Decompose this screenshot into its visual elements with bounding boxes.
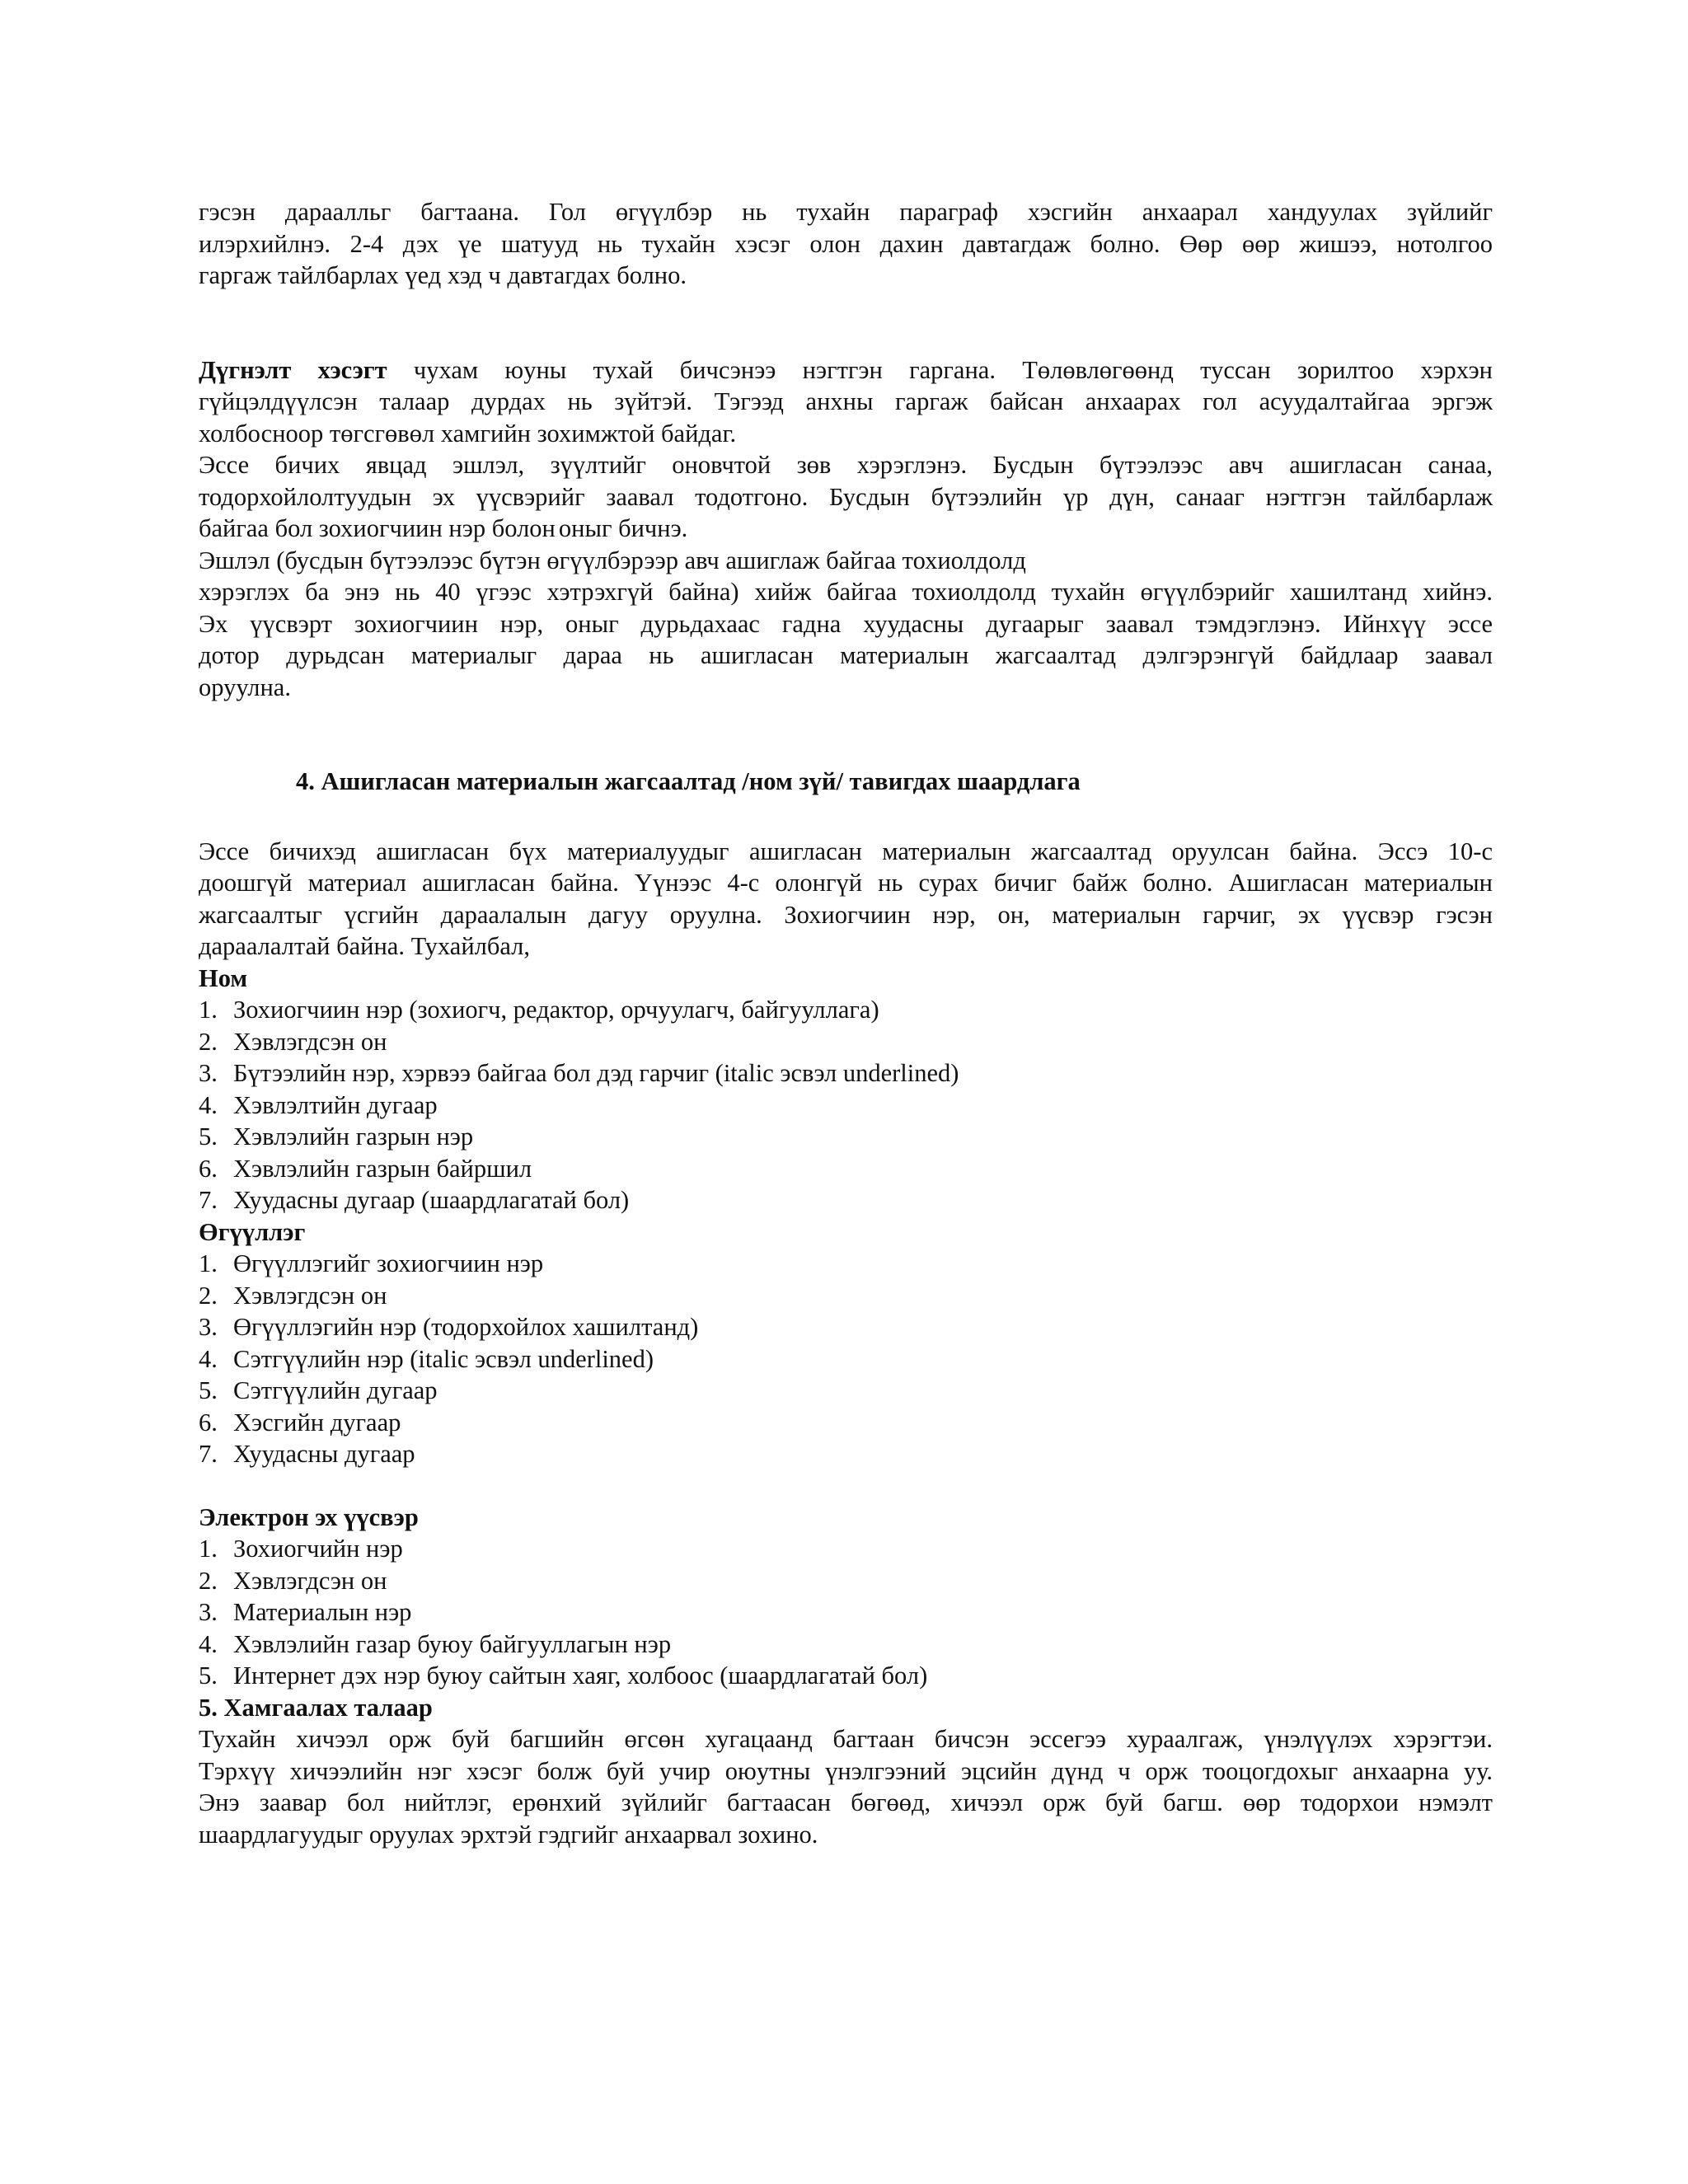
conclusion-line-9: хэрэглэх ба энэ нь 40 үгээс хэтрэхгүй байна) хийж байгаа тохиолдолд тухайн өгүүлбэрийг хашилтанд хийнэ.	[199, 578, 1493, 606]
list-item: 2. Хэвлэгдсэн он	[199, 1027, 387, 1056]
section-5-title: 5. Хамгаалах талаар	[199, 1693, 433, 1722]
conclusion-paragraph	[199, 354, 1493, 704]
section-5-paragraph	[199, 1723, 1493, 1850]
conclusion-line-2: гүйцэлдүүлсэн талаар дурдах нь зүйтэй. Тэгээд анхны гаргаж байсан анхаарах гол асуудалтайгаа эргэж	[199, 387, 1493, 415]
section-5-line-2: Тэрхүү хичээлийн нэг хэсэг болж буй учир оюутны үнэлгээний эцсийн дүнд ч орж тооцогдохыг анхаарна уу.	[199, 1756, 1493, 1785]
list-item: 3. Материалын нэр	[199, 1598, 412, 1626]
list-item: 4. Хэвлэлтийн дугаар	[199, 1090, 438, 1119]
book-list	[199, 994, 1493, 1216]
section-5-line-3: Энэ заавар бол нийтлэг, ерөнхий зүйлийг багтаасан бөгөөд, хичээл орж буй багш. өөр тодорхои нэмэлт	[199, 1788, 1493, 1816]
intro-line-2: илэрхийлнэ. 2-4 дэх үе шатууд нь тухайн хэсэг олон дахин давтагдаж болно. Өөр өөр жишээ, нотолгоо	[199, 229, 1493, 258]
conclusion-line-4: Эссе бичих явцад эшлэл, зүүлтийг оновчтой зөв хэрэглэнэ. Бусдын бүтээлээс авч ашигласан санаа,	[199, 451, 1493, 479]
electronic-heading: Электрон эх үүсвэр	[199, 1502, 419, 1531]
list-item: 5. Сэтгүүлийн дугаар	[199, 1376, 438, 1404]
conclusion-line-12: оруулна.	[199, 673, 291, 701]
conclusion-bold-label: Дүгнэлт хэсэгт	[199, 355, 387, 384]
list-item: 6. Хэвлэлийн газрын байршил	[199, 1154, 532, 1183]
list-item: 6. Хэсгийн дугаар	[199, 1408, 401, 1436]
conclusion-line-3: холбосноор төгсгөвөл хамгийн зохимжтой байдаг.	[199, 419, 737, 448]
conclusion-line-8: Эшлэл (бусдын бүтээлээс бүтэн өгүүлбэрээр авч ашиглаж байгаа тохиолдолд	[199, 546, 1026, 574]
conclusion-line-5: тодорхойлолтуудын эх үүсвэрийг заавал тодотгоно. Бусдын бүтээлийн үр дүн, санааг нэгтгэн тайлбарлаж	[199, 482, 1493, 511]
list-item: 1. Зохиогчийн нэр	[199, 1535, 403, 1563]
list-item: 1. Өгүүллэгийг зохиогчиин нэр	[199, 1249, 544, 1277]
intro-line-1: гэсэн дараалльг багтаана. Гол өгүүлбэр нь тухайн параграф хэсгийн анхаарал хандуулах зүйлийг	[199, 198, 1493, 226]
list-item: 3. Бүтээлийн нэр, хэрвээ байгаа бол дэд гарчиг (italic эсвэл underlined)	[199, 1059, 959, 1087]
conclusion-line-11: дотор дурьдсан материалыг дараа нь ашигласан материалын жагсаалтад дэлгэрэнгүй байдлаар заавал	[199, 641, 1493, 669]
document-page	[199, 196, 1493, 1850]
conclusion-line-6: байгаа бол зохиогчиин нэр болон	[199, 514, 556, 542]
intro-paragraph	[199, 196, 1493, 292]
list-item: 2. Хэвлэгдсэн он	[199, 1281, 387, 1310]
section-4-paragraph	[199, 836, 1493, 963]
intro-line-3: гаргаж тайлбарлах үед хэд ч давтагдах болно.	[199, 261, 687, 289]
electronic-list	[199, 1533, 1493, 1692]
conclusion-line-10: Эх үүсвэрт зохиогчиин нэр, оныг дурьдахаас гадна хуудасны дугаарыг заавал тэмдэглэнэ. Ийнхүү эссе	[199, 609, 1493, 638]
conclusion-line-1: Дүгнэлт хэсэгт чухам юуны тухай бичсэнээ нэгтгэн гаргана. Төлөвлөгөөнд туссан зорилтоо хэрхэн	[199, 355, 1493, 384]
list-item: 5. Хэвлэлийн газрын нэр	[199, 1122, 474, 1151]
section-5-line-4: шаардлагуудыг оруулах эрхтэй гэдгийг анхаарвал зохино.	[199, 1820, 818, 1849]
section-4-line-3: жагсаалтыг үсгийн дараалалын дагуу оруулна. Зохиогчиин нэр, он, материалын гарчиг, эх үүсвэр гэсэн	[199, 900, 1493, 929]
list-item: 4. Хэвлэлийн газар буюу байгууллагын нэр	[199, 1629, 672, 1658]
article-list	[199, 1248, 1493, 1470]
list-item: 1. Зохиогчиин нэр (зохиогч, редактор, орчуулагч, байгууллага)	[199, 996, 879, 1024]
section-4-title: 4. Ашигласан материалын жагсаалтад /ном зүй/ тавигдах шаардлага	[296, 767, 1081, 795]
section-4-line-1: Эссе бичихэд ашигласан бүх материалуудыг ашигласан материалын жагсаалтад оруулсан байна. Эссэ 10-с	[199, 837, 1493, 865]
list-item: 5. Интернет дэх нэр буюу сайтын хаяг, холбоос (шаардлагатай бол)	[199, 1661, 928, 1690]
list-item: 7. Хуудасны дугаар	[199, 1440, 415, 1468]
section-4-line-2: доошгүй материал ашигласан байна. Үүнээс 4-с олонгүй нь сурах бичиг байж болно. Ашигласан материалын	[199, 869, 1493, 897]
list-item: 2. Хэвлэгдсэн он	[199, 1566, 387, 1595]
article-heading: Өгүүллэг	[199, 1217, 306, 1246]
book-heading: Ном	[199, 963, 248, 992]
section-4-line-4: дараалалтай байна. Тухайлбал,	[199, 932, 531, 960]
conclusion-line-7: оныг бичнэ.	[558, 514, 688, 542]
list-item: 7. Хуудасны дугаар (шаардлагатай бол)	[199, 1186, 630, 1214]
list-item: 4. Сэтгүүлийн нэр (italic эсвэл underlined)	[199, 1344, 654, 1373]
list-item: 3. Өгүүллэгийн нэр (тодорхойлох хашилтанд)	[199, 1313, 699, 1341]
section-5-line-1: Тухайн хичээл орж буй багшийн өгсөн хугацаанд багтаан бичсэн эссегээ хураалгаж, үнэлүүлэх хэрэгтэи.	[199, 1725, 1493, 1753]
